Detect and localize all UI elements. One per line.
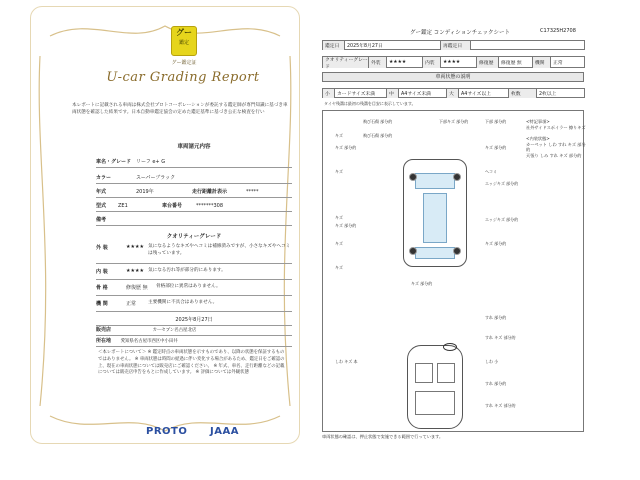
jaaa-logo-text: JAAA [210,426,239,437]
certificate-notes: ＜本レポートについて＞ ※ 鑑定時点の車両状態を示すものであり、以降の状態を保証するものではありません。 ※ 車両状態は時間の経過に伴い変化する場合があるため、鑑定日をご確認の上、現在の車両状態については販売店にご確認ください。 ※ 年式、車名、走行距離などの記載については販売店申告をもとに作成しています。 ※ 評価については外観状態 [98,350,285,376]
damage-label: キズ 部分的 [485,145,507,150]
proto-logo-text: PROTO [146,426,188,437]
vehicle-color-value: スーパーブラック [136,175,176,181]
vehicle-name-label: 車名・グレード [96,159,132,165]
badge-caption: グー鑑定証 [171,60,197,66]
mileage-value: ***** [246,188,259,195]
vehicle-section-title: 車両諸元内容 [177,144,211,150]
damage-label: キズ 部分的 [335,223,357,228]
rear-window [415,247,455,259]
shop-value: カーセブン名古屋北店 [152,328,197,333]
count-value: 2枚以上 [537,89,585,98]
damage-label: すれ 部分的 [485,315,507,320]
shop-row [96,326,292,336]
quality-desc: 気になる汚れ等が部分的にあります。 [148,268,226,273]
vehicle-model-row [96,200,292,212]
damage-label: キズ [335,215,343,220]
int-label: 内装 [423,57,441,68]
quality-stars: 修復歴 無 [126,285,148,291]
damage-label: キズ 部分的 [411,281,433,286]
frame-value: 修復歴 無 [499,57,533,68]
quality-label: 機 関 [96,301,108,307]
rear-seat [415,391,455,415]
vehicle-year-label: 年式 [96,189,107,195]
remarks-row [96,214,292,226]
special-notes [526,119,586,158]
redate-value [471,41,585,50]
mileage-label: 走行距離計表示 [192,189,228,195]
vehicle-name-value: リーフ e+ G [136,159,166,165]
quality-label: 骨 格 [96,285,108,291]
sheet-code: C17325H2708 [540,28,576,34]
front-seat-right [437,363,455,383]
date-value: 2025年8月27日 [345,41,441,50]
address-value: 愛知県名古屋市西区中小田井 [120,339,178,344]
quality-row-engine [96,298,292,312]
proto-logo [146,426,187,437]
size-large-desc: A4サイズ以上 [459,89,509,98]
badge-bottom: 鑑定 [178,40,189,46]
damage-label: 飛び石傷 部分的 [363,119,393,124]
quality-row-interior [96,266,292,280]
size-mid-desc: A4サイズ未満 [399,89,447,98]
quality-section-title: クオリティーグレード [166,234,222,240]
damage-label: 下部キズ 部分的 [439,119,469,124]
front-windshield [415,173,455,189]
quality-desc: 主要機関に不具合はありません。 [148,300,218,305]
ext-stars: ★★★★ [387,57,423,68]
address-row [96,337,292,347]
goo-kantei-badge [171,26,197,56]
quality-grade-label: クオリティーグレード [325,57,368,70]
vehicle-diagram [322,110,584,432]
damage-label: エッジキズ 部分的 [485,181,519,186]
size-large: 大 [447,89,459,98]
chassis-value: *******308 [196,202,224,209]
certificate-intro: 本レポートに記載される車両は株式会社プロトコーポレーションが委託する鑑定師が専門知識に基づき車両状態を確認した結果です。日本自動車鑑定協会の定めた鑑定基準に基づき公正な検査を行い [72,103,288,115]
damage-label: キズ [335,133,343,138]
vehicle-color-label: カラー [96,175,112,181]
quality-desc: 気になるようなキズやヘコミは補修済みですが、小さなキズやヘコミは残っています。 [148,244,291,256]
size-mid: 中 [387,89,399,98]
int-stars: ★★★★ [441,57,477,68]
size-small: 小 [323,89,335,98]
frame-label: 修復歴 [477,57,499,68]
wheel-icon [453,173,461,181]
damage-label: キズ [335,241,343,246]
date-row [322,40,584,50]
quality-row-exterior [96,242,292,264]
size-small-desc: カードサイズ未満 [335,89,387,98]
engine-value: 正常 [551,57,585,68]
count-label: 枚数 [509,89,537,98]
engine-label: 機関 [533,57,551,68]
condition-check-sheet [322,28,584,448]
chassis-label: 車台番号 [162,203,183,209]
damage-label: すれ 部分的 [485,381,507,386]
front-seat-left [415,363,433,383]
damage-label: エッジキズ 部分的 [485,217,519,222]
quality-label: 内 装 [96,269,108,275]
bottom-note: 車両状態の確認は、押止状態で実施できる範囲で行っています。 [322,434,444,439]
date-label: 鑑定日 [323,41,345,50]
damage-label: ヘコミ [485,169,497,174]
badge-top: グー [176,28,192,37]
damage-label: しわ キズ 本 [335,359,358,364]
vehicle-year-row [96,186,292,198]
wheel-icon [409,247,417,255]
certificate-date: 2025年8月27日 [96,316,292,326]
damage-label: キズ 部分的 [485,241,507,246]
roof-glass [423,193,447,243]
steering-wheel-icon [443,343,457,351]
quality-stars: ★★★★ [126,244,144,250]
legend-line: 社外サイドスポイラー 擦りキズ [526,124,586,130]
legend-title: <特記事項> [526,119,550,124]
damage-label: すれ キズ 部分的 [485,403,516,408]
certificate-title: U-car Grading Report [106,70,260,85]
quality-stars: ★★★★ [126,268,144,274]
vehicle-color-row [96,172,292,184]
legend-line: カーペット しわ すれ キズ 部分的 [526,141,586,152]
jaaa-logo [210,426,239,437]
legend-line: <内装状態> [526,136,550,141]
wheel-icon [409,173,417,181]
damage-label: キズ [335,169,343,174]
model-value: ZE1 [118,202,128,209]
legend-line: 天張り しみ すれ キズ 部分的 [526,152,582,158]
tire-note: タイヤ残溝は最初の残溝を目安に表示しています。 [324,101,416,106]
address-label: 所在地 [96,338,112,344]
quality-stars: 正常 [126,301,137,307]
redate-label: 再鑑定日 [441,41,471,50]
damage-label: 下部 部分的 [485,119,507,124]
quality-grade-row [322,56,584,68]
ext-label: 外装 [369,57,387,68]
grading-certificate [30,6,300,444]
model-label: 型式 [96,203,107,209]
status-band: 車両状態の説明 [322,72,584,82]
damage-label: しわ 小 [485,359,499,364]
size-legend-row [322,88,584,98]
vehicle-name-row [96,156,292,168]
quality-row-frame [96,282,292,296]
quality-desc: 骨格部位に異常はありません。 [156,284,221,289]
quality-label: 外 装 [96,245,108,251]
damage-label: 飛び石傷 部分的 [363,133,393,138]
damage-label: キズ 部分的 [335,145,357,150]
wheel-icon [453,247,461,255]
sheet-title: グー鑑定 コンディションチェックシート [410,30,511,36]
shop-label: 販売店 [96,327,112,333]
remarks-label: 備考 [96,217,107,223]
damage-label: キズ [335,265,343,270]
vehicle-year-value: 2019年 [136,189,154,195]
damage-label: すれ キズ 部分的 [485,335,516,340]
car-interior-view [407,345,463,429]
